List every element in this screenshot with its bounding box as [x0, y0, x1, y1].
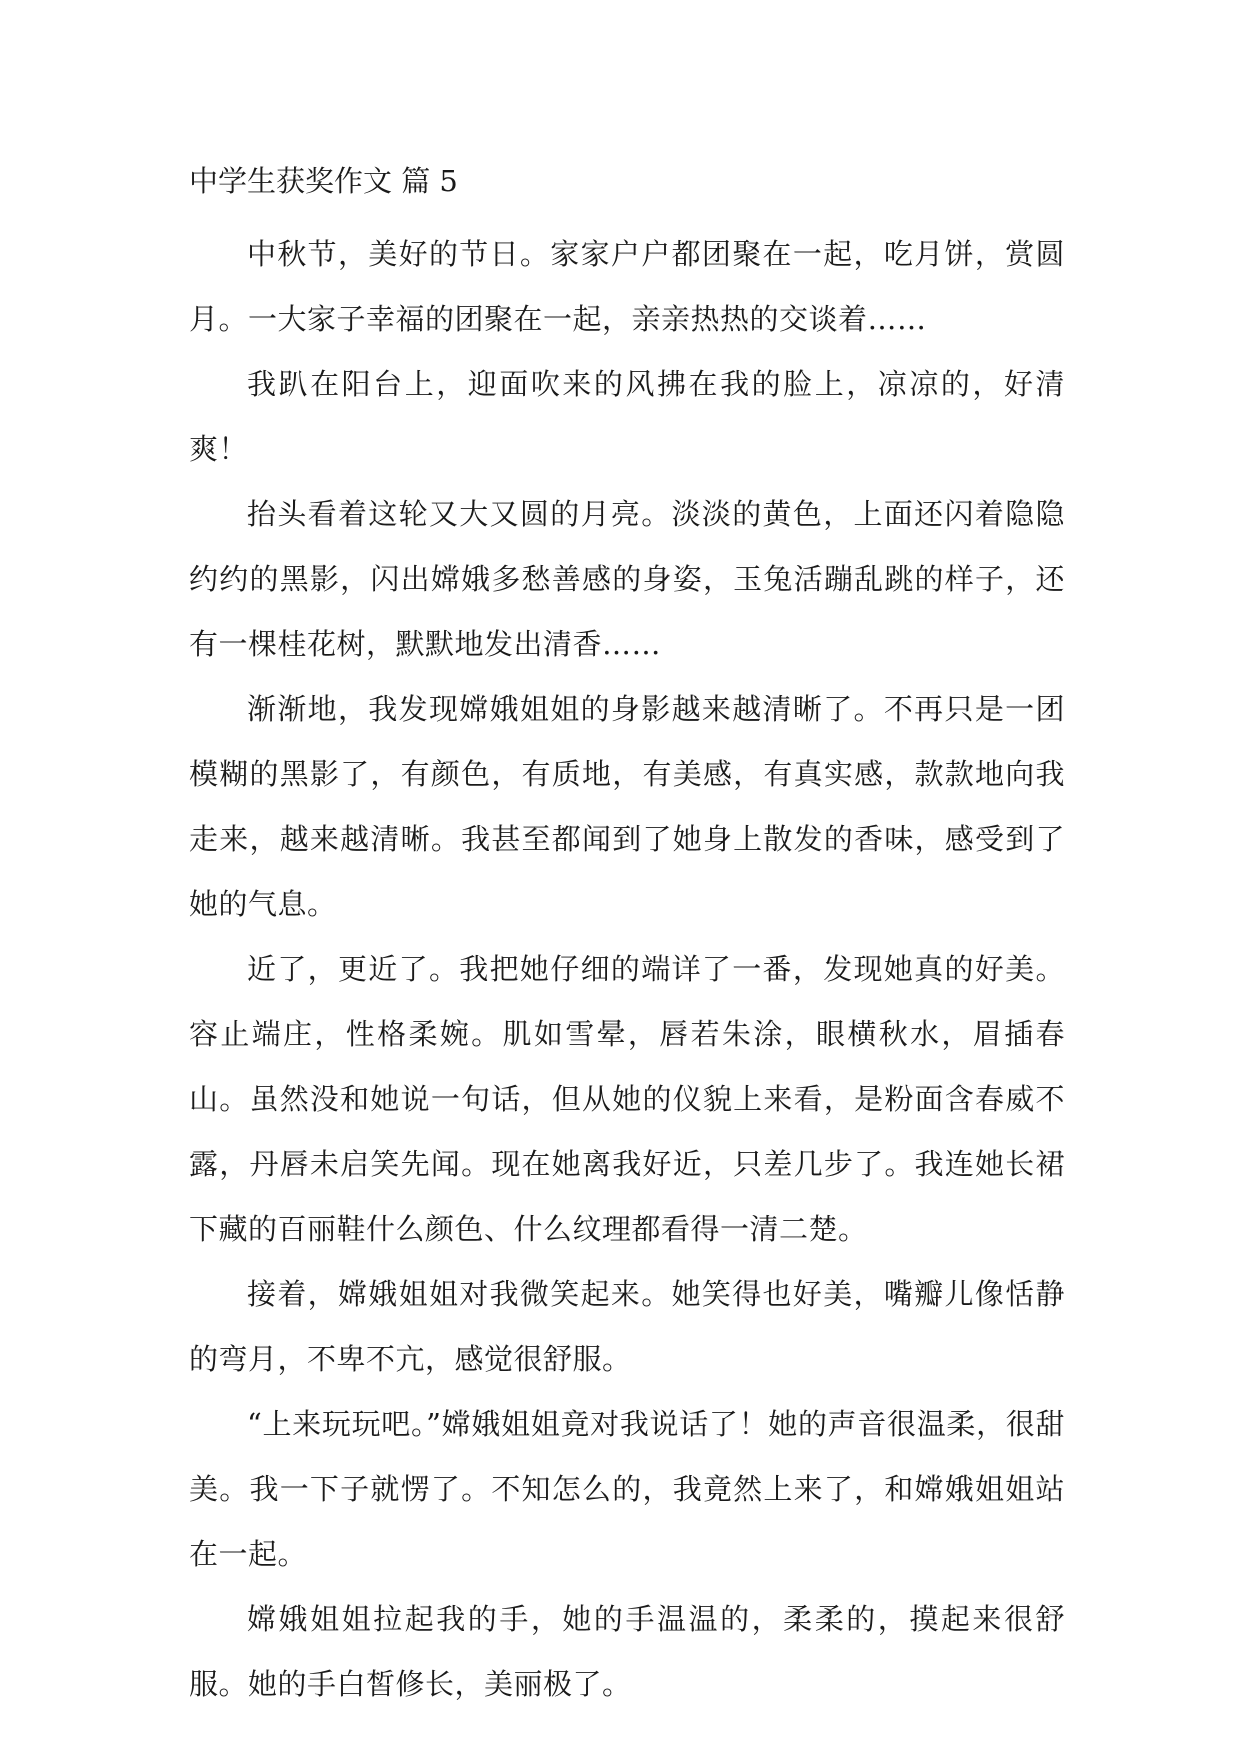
paragraph-2: 我趴在阳台上，迎面吹来的风拂在我的脸上，凉凉的，好清爽！ — [189, 367, 1065, 466]
paragraph-6: 接着，嫦娥姐姐对我微笑起来。她笑得也好美，嘴瓣儿像恬静的弯月，不卑不亢，感觉很舒服。 — [189, 1277, 1065, 1376]
paragraph-1: 中秋节，美好的节日。家家户户都团聚在一起，吃月饼，赏圆月。一大家子幸福的团聚在一起，亲亲热热的交谈着…… — [189, 237, 1065, 336]
document-page — [189, 157, 1065, 1717]
paragraph-8: 嫦娥姐姐拉起我的手，她的手温温的，柔柔的，摸起来很舒服。她的手白皙修长，美丽极了。 — [189, 1602, 1065, 1701]
paragraph-3: 抬头看着这轮又大又圆的月亮。淡淡的黄色，上面还闪着隐隐约约的黑影，闪出嫦娥多愁善感的身姿，玉兔活蹦乱跳的样子，还有一棵桂花树，默默地发出清香…… — [189, 497, 1065, 661]
paragraph-5: 近了，更近了。我把她仔细的端详了一番，发现她真的好美。容止端庄，性格柔婉。肌如雪晕，唇若朱涂，眼横秋水，眉插春山。虽然没和她说一句话，但从她的仪貌上来看，是粉面含春威不露，丹唇未启笑先闻。现在她离我好近，只差几步了。我连她长裙下藏的百丽鞋什么颜色、什么纹理都看得一清二楚。 — [189, 952, 1065, 1246]
paragraph-4: 渐渐地，我发现嫦娥姐姐的身影越来越清晰了。不再只是一团模糊的黑影了，有颜色，有质地，有美感，有真实感，款款地向我走来，越来越清晰。我甚至都闻到了她身上散发的香味，感受到了她的气息。 — [189, 692, 1065, 921]
document-title: 中学生获奖作文 篇 5 — [189, 164, 458, 198]
paragraph-7: “上来玩玩吧。”嫦娥姐姐竟对我说话了！她的声音很温柔，很甜美。我一下子就愣了。不知怎么的，我竟然上来了，和嫦娥姐姐站在一起。 — [189, 1407, 1065, 1571]
